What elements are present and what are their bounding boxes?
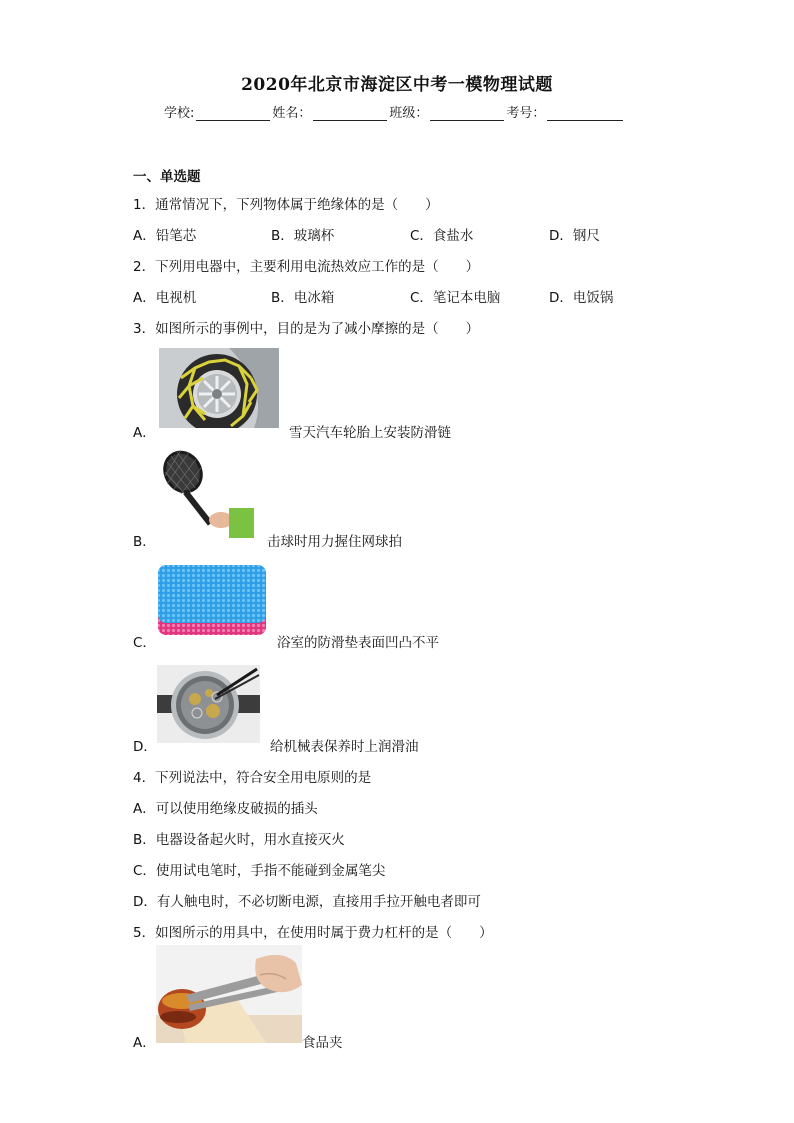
page-title: 2020年北京市海淀区中考一模物理试题 [241,75,553,95]
q2-option-a[interactable]: A．电视机 [133,290,197,306]
school-field[interactable] [196,106,270,121]
number-field[interactable] [547,106,623,121]
question-4-stem: 4．下列说法中，符合安全用电原则的是 [133,770,372,786]
q4-option-b[interactable]: B．电器设备起火时，用水直接灭火 [133,832,345,848]
number-label: 考号： [506,106,546,121]
name-field[interactable] [313,106,387,121]
tire-chain-image [159,348,279,428]
q4-option-c[interactable]: C．使用试电笔时，手指不能碰到金属笔尖 [133,863,386,879]
student-info-line [164,102,625,121]
q4-option-a[interactable]: A．可以使用绝缘皮破损的插头 [133,801,318,817]
section-heading: 一、单选题 [133,169,201,185]
class-field[interactable] [430,106,504,121]
q1-option-b[interactable]: B．玻璃杯 [271,228,335,244]
q3-option-d-text: 给机械表保养时上润滑油 [270,739,419,755]
q1-option-a[interactable]: A．铅笔芯 [133,228,197,244]
q2-option-b[interactable]: B．电冰箱 [271,290,335,306]
question-2-stem: 2．下列用电器中，主要利用电流热效应工作的是（ ） [133,259,480,275]
q5-option-a-letter[interactable]: A． [133,1035,156,1051]
q4-option-d[interactable]: D．有人触电时，不必切断电源，直接用手拉开触电者即可 [133,894,481,910]
question-3-stem: 3．如图所示的事例中，目的是为了减小摩擦的是（ ） [133,321,480,337]
q1-option-d[interactable]: D．钢尺 [549,228,600,244]
q5-option-a-text: 食品夹 [302,1035,343,1051]
q2-option-d[interactable]: D．电饭锅 [549,290,614,306]
tennis-racket-image [159,448,254,538]
q3-option-b-text: 击球时用力握住网球拍 [267,534,402,550]
q3-option-a-text: 雪天汽车轮胎上安装防滑链 [289,425,451,441]
food-tongs-image [156,945,302,1043]
name-label: 姓名： [272,106,312,121]
q3-option-c-letter[interactable]: C． [133,635,156,651]
q2-option-c[interactable]: C．笔记本电脑 [410,290,501,306]
q3-option-d-letter[interactable]: D． [133,739,157,755]
q3-option-b-letter[interactable]: B． [133,534,156,550]
q3-option-a-letter[interactable]: A． [133,425,156,441]
question-5-stem: 5．如图所示的用具中，在使用时属于费力杠杆的是（ ） [133,925,493,941]
class-label: 班级： [389,106,429,121]
q3-option-c-text: 浴室的防滑垫表面凹凸不平 [277,635,439,651]
q1-option-c[interactable]: C．食盐水 [410,228,474,244]
question-1-stem: 1．通常情况下，下列物体属于绝缘体的是（ ） [133,197,439,213]
school-label: 学校: [164,106,195,121]
bath-mat-image [156,563,268,638]
mechanical-watch-image [157,665,260,743]
